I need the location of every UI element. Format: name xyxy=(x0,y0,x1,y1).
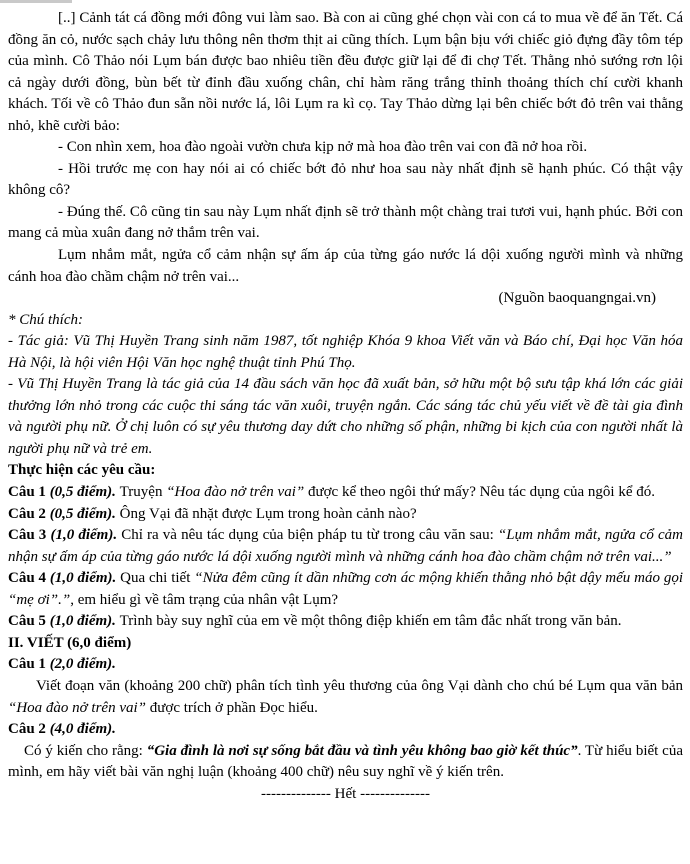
dialogue-line-2 xyxy=(8,159,683,202)
dialogue-line-3 xyxy=(8,202,683,245)
author-note-2 xyxy=(8,374,683,460)
text-segment: Lụm nhắm mắt, ngửa cổ cảm nhận sự ấm áp của từng gáo nước lá dội xuống người mình và những cánh hoa đào chầm chậm nở trên vai... xyxy=(8,247,683,285)
text-segment: Trình bày suy nghĩ của em về một thông điệp khiến em tâm đắc nhất trong văn bản. xyxy=(119,613,622,630)
text-segment: Câu 4 xyxy=(8,570,50,587)
text-segment: “Gia đình là nơi sự sống bắt đầu và tình yêu không bao giờ kết thúc” xyxy=(146,742,578,759)
text-segment: “Hoa đào nở trên vai” xyxy=(166,484,305,501)
text-segment: Qua chi tiết xyxy=(120,570,195,587)
story-excerpt-paragraph xyxy=(8,8,683,137)
source-attribution xyxy=(8,288,683,310)
text-segment: [..] Cảnh tát cá đồng mới đông vui làm sao. Bà con ai cũng ghé chọn vài con cá to mua về để ăn Tết. Cá đồng ăn cỏ, nước sạch chảy lưu thông nên thơm thịt ai cũng thích. Lụm bận bịu với chiếc giỏ đựng đầy tôm tép của mình. Cô Thảo nói Lụm bán được bao nhiêu tiền đều được giữ lại để đi chợ Tết. Thằng nhỏ sướng rơn lội cả ngày dưới đồng, bùn bết từ đỉnh đầu xuống chân, chỉ hàm răng trắng thỉnh thoảng thích chí cười khanh khách. Tối về cô Thảo đun sẵn nồi nước lá, lôi Lụm ra kì cọ. Tay Thảo dừng lại bên chiếc bớt đỏ trên vai thằng nhỏ, khẽ cười bảo: xyxy=(8,10,683,134)
text-segment: Câu 1 xyxy=(8,656,50,673)
text-segment: - Tác giả: Vũ Thị Huyền Trang sinh năm 1987, tốt nghiệp Khóa 9 khoa Viết văn và Báo chí, Đại học Văn hóa Hà Nội, là hội viên Hội Văn học nghệ thuật tỉnh Phú Thọ. xyxy=(8,333,683,371)
window-edge-artifact xyxy=(0,0,72,3)
text-segment: - Đúng thế. Cô cũng tin sau này Lụm nhất định sẽ trở thành một chàng trai tươi vui, hạnh phúc. Bởi con mang cả mùa xuân đang nở thắm trên vai. xyxy=(8,203,683,242)
text-segment: Viết đoạn văn (khoảng 200 chữ) phân tích tình yêu thương của ông Vại dành cho chú bé Lụm qua văn bản xyxy=(36,677,683,694)
writing-question-2-header xyxy=(8,719,683,741)
text-segment: Thực hiện các yêu cầu: xyxy=(8,462,156,479)
question-3 xyxy=(8,525,683,568)
text-segment: được kể theo ngôi thứ mấy? Nêu tác dụng của ngôi kể đó. xyxy=(304,484,655,501)
text-segment: -------------- Hết -------------- xyxy=(260,785,431,802)
text-segment: Câu 2 xyxy=(8,721,50,738)
text-segment: (1,0 điểm). xyxy=(49,570,121,587)
text-segment: (1,0 điểm). xyxy=(50,527,122,544)
question-2 xyxy=(8,504,683,526)
text-segment: Có ý kiến cho rằng: xyxy=(24,742,147,759)
question-4 xyxy=(8,568,683,611)
text-segment: (Nguồn baoquangngai.vn) xyxy=(498,290,656,307)
text-segment: * Chú thích: xyxy=(8,311,83,328)
story-closing-paragraph xyxy=(8,245,683,288)
text-segment: - Hồi trước mẹ con hay nói ai có chiếc bớt đỏ như hoa sau này nhất định sẽ hạnh phúc. Có thật vậy không cô? xyxy=(8,160,683,199)
text-segment: Chỉ ra và nêu tác dụng của biện pháp tu từ trong câu văn sau: xyxy=(121,527,498,544)
text-segment: Truyện xyxy=(119,484,167,501)
author-note-1 xyxy=(8,331,683,374)
text-segment: , em hiểu gì về tâm trạng của nhân vật Lụm? xyxy=(70,591,339,608)
end-marker xyxy=(8,784,683,806)
footnote-header xyxy=(8,310,683,332)
dialogue-line-1 xyxy=(8,137,683,159)
text-segment: “Nửa đêm cũng ít dần những cơn ác mộng khiến thằng nhỏ bật dậy mếu máo gọi “mẹ ơi”.” xyxy=(8,570,683,608)
text-segment: Câu 3 xyxy=(8,527,51,544)
text-segment: “Hoa đào nở trên vai” xyxy=(8,699,147,716)
question-1 xyxy=(8,482,683,504)
text-segment: Ông Vại đã nhặt được Lụm trong hoàn cảnh nào? xyxy=(119,505,417,522)
text-segment: II. VIẾT (6,0 điểm) xyxy=(8,634,132,651)
text-segment: (4,0 điểm). xyxy=(49,721,116,738)
text-segment: (0,5 điểm). xyxy=(49,505,120,522)
text-segment: - Vũ Thị Huyền Trang là tác giả của 14 đầu sách văn học đã xuất bản, sở hữu một bộ sưu tập khá lớn các giải thưởng lớn nhỏ trong các cuộc thi sáng tác văn xuôi, truyện ngắn. Các sáng tác chủ yếu viết về đề tài gia đình và người phụ nữ. Ở chị luôn có sự yêu thương day dứt cho những số phận, những bi kịch của con người nhất là người phụ nữ và trẻ em. xyxy=(8,376,683,457)
question-5 xyxy=(8,611,683,633)
text-segment: được trích ở phần Đọc hiểu. xyxy=(146,699,318,716)
text-segment: (1,0 điểm). xyxy=(49,613,120,630)
text-segment: - Con nhìn xem, hoa đào ngoài vườn chưa kịp nở mà hoa đào trên vai con đã nở hoa rồi. xyxy=(58,139,588,156)
text-segment: (2,0 điểm). xyxy=(49,656,116,673)
writing-question-2-body xyxy=(8,741,683,784)
requirements-header xyxy=(8,460,683,482)
text-segment: Câu 1 xyxy=(8,484,50,501)
text-segment: (0,5 điểm). xyxy=(49,484,120,501)
text-segment: Câu 2 xyxy=(8,505,50,522)
section-ii-header xyxy=(8,633,683,655)
text-segment: . Từ hiểu biết của mình, em hãy viết bài văn nghị luận (khoảng 400 chữ) nêu suy nghĩ về ý kiến trên. xyxy=(8,742,684,781)
text-segment: “Lụm nhắm mắt, ngửa cổ cảm nhận sự ấm áp của từng gáo nước lá dội xuống người mình và những cánh hoa đào chầm chậm nở trên vai...” xyxy=(8,527,683,565)
writing-question-1-header xyxy=(8,654,683,676)
writing-question-1-body xyxy=(8,676,683,719)
text-segment: Câu 5 xyxy=(8,613,50,630)
